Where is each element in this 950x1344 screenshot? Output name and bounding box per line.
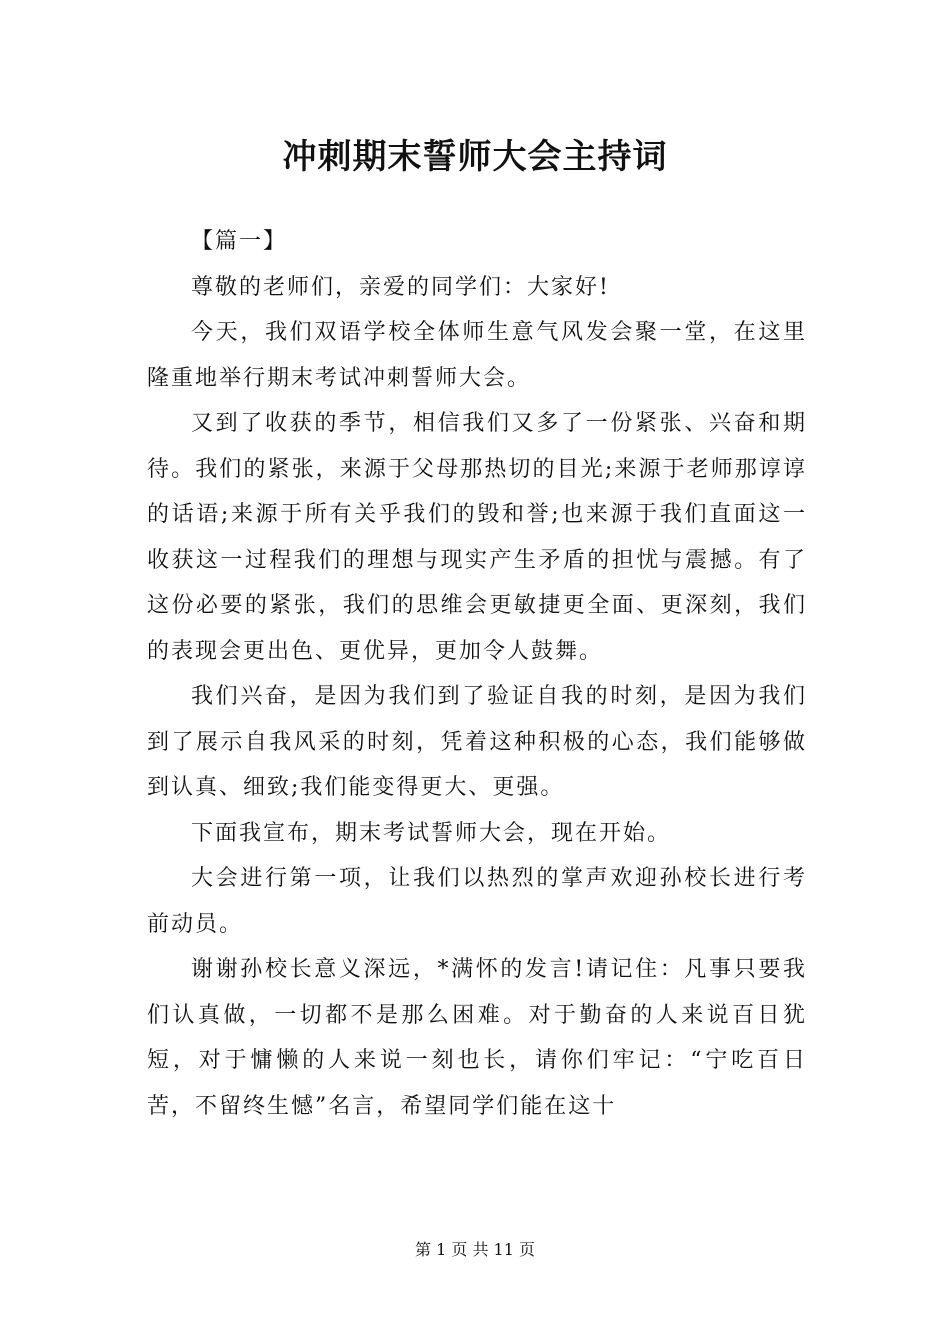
paragraph: 又到了收获的季节，相信我们又多了一份紧张、兴奋和期待。我们的紧张，来源于父母那热切的目光;来源于老师那谆谆的话语;来源于所有关乎我们的毁和誉;也来源于我们直面这一收获这一过程我们的理想与现实产生矛盾的担忧与震撼。有了这份必要的紧张，我们的思维会更敏捷更全面、更深刻，我们的表现会更出色、更优异，更加令人鼓舞。 xyxy=(147,411,807,664)
paragraph: 今天，我们双语学校全体师生意气风发会聚一堂，在这里隆重地举行期末考试冲刺誓师大会。 xyxy=(147,320,807,391)
section-heading: 【篇一】 xyxy=(191,229,288,254)
document-title: 冲刺期末誓师大会主持词 xyxy=(282,137,668,177)
paragraph: 下面我宣布，期末考试誓师大会，现在开始。 xyxy=(191,820,672,846)
paragraph: 我们兴奋，是因为我们到了验证自我的时刻，是因为我们到了展示自我风采的时刻，凭着这种积极的心态，我们能够做到认真、细致;我们能变得更大、更强。 xyxy=(147,684,807,800)
paragraph: 谢谢孙校长意义深远，*满怀的发言!请记住：凡事只要我们认真做，一切都不是那么困难。对于勤奋的人来说百日犹短，对于慵懒的人来说一刻也长，请你们牢记：“宁吃百日苦，不留终生憾”名言，希望同学们能在这十 xyxy=(147,957,807,1119)
document-body xyxy=(147,219,807,1129)
paragraph: 大会进行第一项，让我们以热烈的掌声欢迎孙校长进行考前动员。 xyxy=(147,866,807,937)
paragraph: 尊敬的老师们，亲爱的同学们：大家好! xyxy=(191,274,610,300)
page-footer: 第 1 页 共 11 页 xyxy=(415,1240,535,1259)
